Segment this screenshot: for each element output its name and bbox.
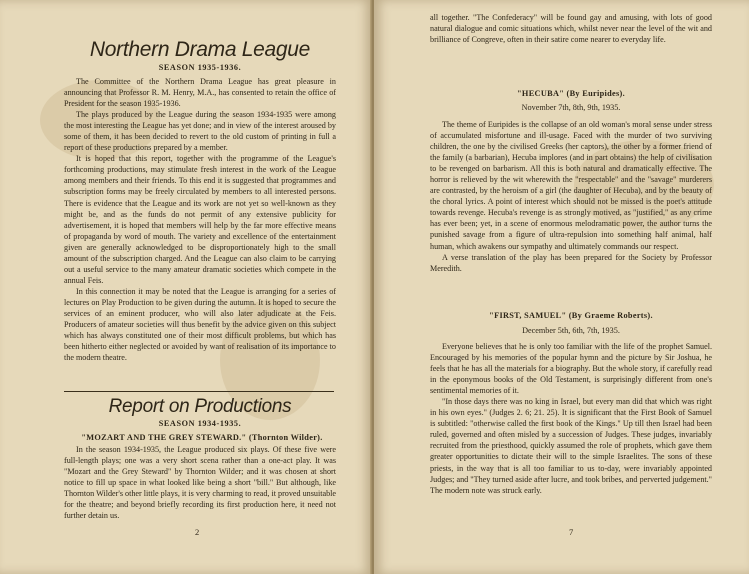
paragraph: In this connection it may be noted that the League is arranging for a series of lectures on Play Production to be given during the autumn. It is hoped to secure the services of an eminent producer, who will also later adjudicate at the Feis. Producers of amateur societies will thus benefit by the advice given on this subject which has always constituted one of their most difficult problems, but which has been hitherto either neglected or avoided by want of realisation of its importance to the modern theatre.: [64, 286, 336, 363]
report-season-label: SEASON 1934-1935.: [158, 419, 242, 428]
paragraph: A verse translation of the play has been prepared for the Society by Professor Meredith.: [430, 252, 712, 273]
paragraph: "In those days there was no king in Israel, but every man did that which was right in his own eyes." (Judges 2. 6; 21. 25). It is significant that the First Book of Samuel is subtitled: "otherwise called the first book of the Kings." Up till then Israel had been ruled, governed and often misled by a succession of Judges. These judges, invariably recruited from the priesthood, quickly assumed the role of prophets, which gave them greater opportunities to dictate their will to the simple Israelites. The sons of these priests, in the way that is all too familiar to us to-day, were invariably appointed Judges; and "They turned aside after lucre, and took bribes, and perverted judgement." The modern note was struck early.: [430, 397, 712, 495]
hecuba-dates: November 7th, 8th, 9th, 1935.: [521, 103, 621, 112]
report-title: Report on Productions: [108, 396, 292, 417]
page-number: 2: [195, 527, 200, 537]
play-heading: "MOZART AND THE GREY STEWARD." (Thornton Wilder).: [81, 433, 323, 442]
paragraph: It is hoped that this report, together with the programme of the League's forthcoming productions, may stimulate fresh interest in the work of the League among members and their friends. To this end it is suggested that programmes and subscription forms may be freely circulated by members to all interested persons. There is evidence that the League and its work are not yet so well-known as they might be, and as the funds do not permit of any extensive publicity for advertisement, it is hoped that members will help by the far more effective means of propaganda by word of mouth. The variety and excellence of the entertainment given are generally acknowledged to be disproportionately high to the small amount of the subscription charged. And the League can also claim to be carrying out a useful service to the many amateur dramatic societies which compete in the annual Feis.: [64, 154, 336, 285]
hecuba-heading: "HECUBA" (By Euripides).: [517, 89, 625, 98]
section-divider: [64, 391, 334, 392]
samuel-dates: December 5th, 6th, 7th, 1935.: [522, 326, 620, 335]
season-label: SEASON 1935-1936.: [158, 63, 242, 72]
paragraph: In the season 1934-1935, the League produced six plays. Of these five were full-length plays; one was a very short scena rather than a one-act play. It was "Mozart and the Grey Steward" by Thornton Wilder; and it was chosen at short notice to fill up space in what looked like being a short "bill." But although, like Thornton Wilder's other little plays, it is very charming to read, it proved unsuitable for the theatre; and beyond briefly recording its first production here, it need not further detain us.: [64, 445, 336, 521]
right-page: [374, 0, 749, 574]
intro-text: [64, 76, 336, 363]
left-page: [0, 0, 372, 574]
paragraph: The theme of Euripides is the collapse of an old woman's moral sense under stress of accumulated misfortune and ill-usage. Faced with the murder of two surviving children, the one by the civilised Greeks (her captors), the other by a former friend of the family (a barbarian), Hecuba implores (and in part obtains) the help of civilisation to be revenged on barbarism. All this is both natural and dramatically effective. The horror is relieved by the wit wherewith the "respectable" and the "savage" murderers are contrasted, by the heroism of a girl (the daughter of Hecuba), and by the beauty of the choral lyrics. A point of interest which should not be missed is the poet's attitude towards revenge. Hecuba's revenge is as strongly motived, as "justified," as any crime has ever been; yet, in a scene of enormous melodramatic power, the author turns the punished savage from a figure of ultra-repulsion into something half animal, half human, which awakens our sympathy and ultimately commands our respect.: [430, 120, 712, 251]
page-title: Northern Drama League: [89, 38, 311, 61]
paragraph: The plays produced by the League during the season 1934-1935 were among the most interesting the League has yet done; and in view of the interest aroused by some of them, it has been decided to revert to the old custom of printing in full a report of these productions prepared by a member.: [64, 110, 336, 153]
paragraph: The Committee of the Northern Drama League has great pleasure in announcing that Professor R. M. Henry, M.A., has consented to retain the office of President for the season 1935-1936.: [64, 77, 336, 109]
page-number: 7: [569, 527, 574, 537]
samuel-heading: "FIRST, SAMUEL" (By Graeme Roberts).: [489, 311, 653, 320]
paragraph: Everyone believes that he is only too familiar with the life of the prophet Samuel. Encouraged by his memories of the popular hymn and the picture by Sir Joshua, he feels that he has all the materials for a biography. But the whole story, if carefully read in the eponymous books of the Old Testament, is surprisingly different from one's sentimental memories of it.: [430, 342, 712, 396]
paragraph: all together. "The Confederacy" will be found gay and amusing, with lots of good natural dialogue and comic situations which, whilst never near the level of the wit and brilliance of Congreve, often in their satire come nearer to everyday life.: [430, 13, 712, 45]
